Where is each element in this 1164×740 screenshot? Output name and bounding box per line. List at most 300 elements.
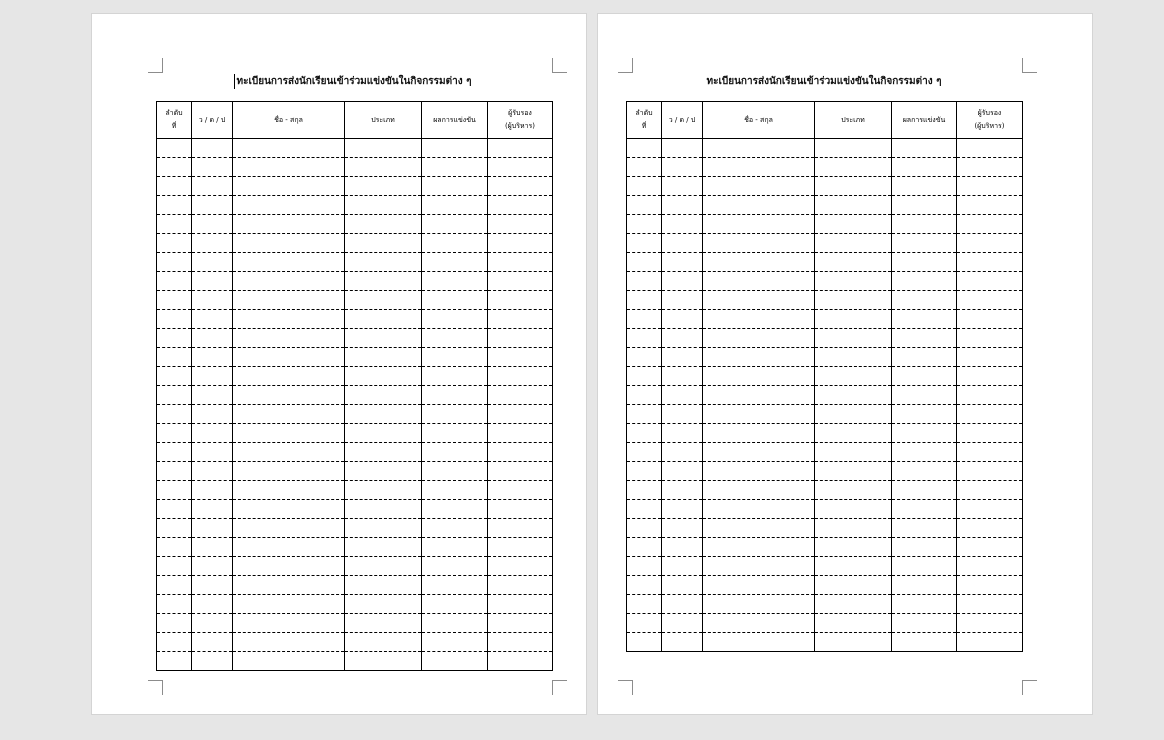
column-header-date[interactable] [662, 102, 703, 139]
table-cell[interactable] [957, 443, 1023, 462]
table-cell[interactable] [627, 139, 662, 158]
table-cell[interactable] [192, 614, 233, 633]
table-cell[interactable] [422, 215, 488, 234]
table-cell[interactable] [157, 652, 192, 671]
table-cell[interactable] [627, 405, 662, 424]
table-cell[interactable] [892, 481, 957, 500]
table-cell[interactable] [662, 405, 703, 424]
table-cell[interactable] [192, 348, 233, 367]
table-cell[interactable] [488, 519, 553, 538]
table-cell[interactable] [345, 481, 422, 500]
table-cell[interactable] [345, 424, 422, 443]
table-cell[interactable] [422, 481, 488, 500]
table-cell[interactable] [892, 633, 957, 652]
table-cell[interactable] [345, 519, 422, 538]
table-cell[interactable] [192, 462, 233, 481]
table-cell[interactable] [422, 652, 488, 671]
table-cell[interactable] [815, 405, 892, 424]
table-cell[interactable] [422, 462, 488, 481]
table-cell[interactable] [233, 405, 345, 424]
table-cell[interactable] [192, 158, 233, 177]
table-cell[interactable] [192, 595, 233, 614]
table-cell[interactable] [345, 443, 422, 462]
table-cell[interactable] [345, 291, 422, 310]
table-cell[interactable] [703, 177, 815, 196]
table-cell[interactable] [957, 519, 1023, 538]
table-cell[interactable] [627, 367, 662, 386]
table-cell[interactable] [233, 196, 345, 215]
table-cell[interactable] [192, 329, 233, 348]
table-cell[interactable] [662, 462, 703, 481]
table-cell[interactable] [345, 348, 422, 367]
column-header-certifier[interactable] [488, 102, 553, 139]
table-cell[interactable] [422, 196, 488, 215]
table-cell[interactable] [488, 215, 553, 234]
registration-table[interactable] [156, 101, 553, 671]
table-cell[interactable] [345, 253, 422, 272]
table-cell[interactable] [957, 481, 1023, 500]
table-cell[interactable] [157, 557, 192, 576]
table-cell[interactable] [957, 158, 1023, 177]
table-cell[interactable] [157, 253, 192, 272]
column-header-certifier[interactable] [957, 102, 1023, 139]
table-cell[interactable] [422, 614, 488, 633]
table-cell[interactable] [815, 386, 892, 405]
table-cell[interactable] [233, 519, 345, 538]
table-cell[interactable] [703, 633, 815, 652]
table-cell[interactable] [422, 177, 488, 196]
table-cell[interactable] [815, 519, 892, 538]
table-cell[interactable] [703, 595, 815, 614]
table-cell[interactable] [488, 538, 553, 557]
table-cell[interactable] [157, 462, 192, 481]
column-header-type[interactable] [815, 102, 892, 139]
table-cell[interactable] [957, 367, 1023, 386]
table-cell[interactable] [703, 272, 815, 291]
table-cell[interactable] [703, 519, 815, 538]
table-cell[interactable] [627, 329, 662, 348]
table-cell[interactable] [662, 538, 703, 557]
table-cell[interactable] [627, 291, 662, 310]
table-cell[interactable] [957, 405, 1023, 424]
table-cell[interactable] [488, 177, 553, 196]
table-cell[interactable] [157, 538, 192, 557]
table-cell[interactable] [345, 215, 422, 234]
table-cell[interactable] [157, 481, 192, 500]
table-cell[interactable] [703, 538, 815, 557]
table-cell[interactable] [662, 595, 703, 614]
table-cell[interactable] [157, 386, 192, 405]
table-cell[interactable] [815, 291, 892, 310]
table-cell[interactable] [662, 633, 703, 652]
table-cell[interactable] [662, 519, 703, 538]
table-cell[interactable] [662, 139, 703, 158]
table-cell[interactable] [422, 405, 488, 424]
table-cell[interactable] [157, 215, 192, 234]
table-cell[interactable] [627, 538, 662, 557]
table-cell[interactable] [157, 443, 192, 462]
column-header-result[interactable] [892, 102, 957, 139]
table-cell[interactable] [627, 348, 662, 367]
table-cell[interactable] [627, 595, 662, 614]
table-cell[interactable] [422, 424, 488, 443]
table-cell[interactable] [192, 196, 233, 215]
table-cell[interactable] [662, 367, 703, 386]
table-cell[interactable] [892, 291, 957, 310]
table-cell[interactable] [157, 500, 192, 519]
table-cell[interactable] [422, 443, 488, 462]
table-cell[interactable] [345, 158, 422, 177]
table-cell[interactable] [957, 424, 1023, 443]
column-header-order[interactable] [157, 102, 192, 139]
table-cell[interactable] [957, 595, 1023, 614]
table-cell[interactable] [233, 158, 345, 177]
table-cell[interactable] [345, 177, 422, 196]
table-cell[interactable] [627, 272, 662, 291]
table-cell[interactable] [627, 177, 662, 196]
table-cell[interactable] [488, 633, 553, 652]
table-cell[interactable] [815, 196, 892, 215]
table-cell[interactable] [233, 215, 345, 234]
table-cell[interactable] [345, 196, 422, 215]
table-cell[interactable] [192, 367, 233, 386]
table-cell[interactable] [488, 424, 553, 443]
table-cell[interactable] [345, 557, 422, 576]
table-cell[interactable] [233, 614, 345, 633]
table-cell[interactable] [703, 158, 815, 177]
table-cell[interactable] [815, 500, 892, 519]
table-cell[interactable] [703, 310, 815, 329]
table-cell[interactable] [192, 234, 233, 253]
table-cell[interactable] [703, 443, 815, 462]
table-cell[interactable] [422, 291, 488, 310]
table-cell[interactable] [627, 234, 662, 253]
table-cell[interactable] [488, 557, 553, 576]
table-cell[interactable] [233, 424, 345, 443]
table-cell[interactable] [488, 272, 553, 291]
table-cell[interactable] [488, 576, 553, 595]
table-cell[interactable] [157, 291, 192, 310]
table-cell[interactable] [157, 310, 192, 329]
table-cell[interactable] [345, 139, 422, 158]
table-cell[interactable] [345, 405, 422, 424]
table-cell[interactable] [345, 310, 422, 329]
table-cell[interactable] [192, 139, 233, 158]
table-cell[interactable] [662, 443, 703, 462]
table-cell[interactable] [627, 557, 662, 576]
table-cell[interactable] [422, 158, 488, 177]
table-cell[interactable] [233, 253, 345, 272]
table-cell[interactable] [345, 386, 422, 405]
table-cell[interactable] [627, 481, 662, 500]
table-cell[interactable] [627, 215, 662, 234]
table-cell[interactable] [957, 386, 1023, 405]
table-cell[interactable] [192, 310, 233, 329]
table-cell[interactable] [422, 538, 488, 557]
table-cell[interactable] [892, 424, 957, 443]
table-cell[interactable] [345, 329, 422, 348]
column-header-order[interactable] [627, 102, 662, 139]
table-cell[interactable] [488, 481, 553, 500]
table-cell[interactable] [815, 158, 892, 177]
table-cell[interactable] [703, 215, 815, 234]
table-cell[interactable] [815, 462, 892, 481]
column-header-date[interactable] [192, 102, 233, 139]
table-cell[interactable] [703, 576, 815, 595]
table-cell[interactable] [892, 576, 957, 595]
table-cell[interactable] [892, 310, 957, 329]
table-cell[interactable] [703, 291, 815, 310]
table-cell[interactable] [815, 614, 892, 633]
table-cell[interactable] [488, 291, 553, 310]
table-cell[interactable] [345, 272, 422, 291]
table-cell[interactable] [345, 652, 422, 671]
table-cell[interactable] [233, 177, 345, 196]
table-cell[interactable] [703, 253, 815, 272]
table-cell[interactable] [192, 405, 233, 424]
table-cell[interactable] [192, 215, 233, 234]
table-cell[interactable] [345, 576, 422, 595]
table-cell[interactable] [233, 576, 345, 595]
table-cell[interactable] [957, 329, 1023, 348]
table-cell[interactable] [192, 253, 233, 272]
table-cell[interactable] [345, 462, 422, 481]
table-cell[interactable] [627, 310, 662, 329]
table-cell[interactable] [422, 500, 488, 519]
table-cell[interactable] [892, 443, 957, 462]
table-cell[interactable] [157, 519, 192, 538]
table-cell[interactable] [345, 538, 422, 557]
table-cell[interactable] [957, 557, 1023, 576]
table-cell[interactable] [157, 614, 192, 633]
table-cell[interactable] [233, 462, 345, 481]
table-cell[interactable] [233, 234, 345, 253]
table-cell[interactable] [157, 329, 192, 348]
table-cell[interactable] [662, 329, 703, 348]
table-cell[interactable] [192, 424, 233, 443]
column-header-result[interactable] [422, 102, 488, 139]
table-cell[interactable] [233, 291, 345, 310]
table-cell[interactable] [892, 462, 957, 481]
table-cell[interactable] [488, 139, 553, 158]
column-header-type[interactable] [345, 102, 422, 139]
table-cell[interactable] [892, 139, 957, 158]
table-cell[interactable] [703, 462, 815, 481]
table-cell[interactable] [957, 348, 1023, 367]
table-cell[interactable] [815, 557, 892, 576]
table-cell[interactable] [703, 424, 815, 443]
table-cell[interactable] [422, 519, 488, 538]
table-cell[interactable] [957, 139, 1023, 158]
table-cell[interactable] [703, 139, 815, 158]
table-cell[interactable] [627, 614, 662, 633]
table-cell[interactable] [192, 633, 233, 652]
table-cell[interactable] [815, 177, 892, 196]
table-cell[interactable] [957, 215, 1023, 234]
table-cell[interactable] [892, 215, 957, 234]
table-cell[interactable] [662, 177, 703, 196]
table-cell[interactable] [345, 500, 422, 519]
table-cell[interactable] [892, 405, 957, 424]
table-cell[interactable] [422, 576, 488, 595]
table-cell[interactable] [422, 595, 488, 614]
table-cell[interactable] [892, 253, 957, 272]
table-cell[interactable] [422, 367, 488, 386]
table-cell[interactable] [892, 367, 957, 386]
table-cell[interactable] [957, 500, 1023, 519]
table-cell[interactable] [815, 481, 892, 500]
table-cell[interactable] [233, 633, 345, 652]
table-cell[interactable] [892, 272, 957, 291]
table-cell[interactable] [192, 177, 233, 196]
table-cell[interactable] [233, 652, 345, 671]
table-cell[interactable] [488, 310, 553, 329]
table-cell[interactable] [957, 291, 1023, 310]
table-cell[interactable] [815, 253, 892, 272]
table-cell[interactable] [422, 253, 488, 272]
table-cell[interactable] [815, 234, 892, 253]
table-cell[interactable] [892, 348, 957, 367]
table-cell[interactable] [703, 348, 815, 367]
table-cell[interactable] [815, 139, 892, 158]
table-cell[interactable] [192, 652, 233, 671]
table-cell[interactable] [662, 424, 703, 443]
table-cell[interactable] [233, 348, 345, 367]
table-cell[interactable] [627, 462, 662, 481]
table-cell[interactable] [627, 386, 662, 405]
table-cell[interactable] [957, 196, 1023, 215]
table-cell[interactable] [233, 500, 345, 519]
table-cell[interactable] [815, 310, 892, 329]
table-cell[interactable] [233, 443, 345, 462]
table-cell[interactable] [488, 500, 553, 519]
table-cell[interactable] [157, 576, 192, 595]
table-cell[interactable] [192, 538, 233, 557]
table-cell[interactable] [957, 538, 1023, 557]
table-cell[interactable] [233, 310, 345, 329]
table-cell[interactable] [233, 481, 345, 500]
table-cell[interactable] [488, 652, 553, 671]
table-cell[interactable] [233, 139, 345, 158]
column-header-name[interactable] [233, 102, 345, 139]
table-cell[interactable] [192, 500, 233, 519]
table-cell[interactable] [488, 367, 553, 386]
table-cell[interactable] [422, 139, 488, 158]
table-cell[interactable] [662, 481, 703, 500]
table-cell[interactable] [627, 633, 662, 652]
table-cell[interactable] [627, 576, 662, 595]
table-cell[interactable] [422, 557, 488, 576]
table-cell[interactable] [627, 519, 662, 538]
table-cell[interactable] [957, 177, 1023, 196]
table-cell[interactable] [488, 443, 553, 462]
table-cell[interactable] [892, 500, 957, 519]
table-cell[interactable] [627, 253, 662, 272]
table-cell[interactable] [662, 196, 703, 215]
table-cell[interactable] [345, 614, 422, 633]
table-cell[interactable] [233, 272, 345, 291]
table-cell[interactable] [157, 405, 192, 424]
table-cell[interactable] [233, 595, 345, 614]
table-cell[interactable] [345, 595, 422, 614]
table-cell[interactable] [488, 329, 553, 348]
table-cell[interactable] [662, 272, 703, 291]
document-title[interactable]: ทะเบียนการส่งนักเรียนเข้าร่วมแข่งขันในกิจกรรมต่าง ๆ [236, 76, 472, 87]
table-cell[interactable] [422, 272, 488, 291]
table-cell[interactable] [892, 158, 957, 177]
table-cell[interactable] [703, 367, 815, 386]
table-cell[interactable] [815, 367, 892, 386]
table-cell[interactable] [157, 633, 192, 652]
table-cell[interactable] [488, 614, 553, 633]
registration-table[interactable] [626, 101, 1023, 652]
table-cell[interactable] [157, 348, 192, 367]
table-cell[interactable] [957, 253, 1023, 272]
table-cell[interactable] [422, 633, 488, 652]
table-cell[interactable] [892, 329, 957, 348]
table-cell[interactable] [703, 614, 815, 633]
table-cell[interactable] [662, 215, 703, 234]
table-cell[interactable] [157, 177, 192, 196]
table-cell[interactable] [662, 158, 703, 177]
table-cell[interactable] [892, 519, 957, 538]
table-cell[interactable] [957, 272, 1023, 291]
table-cell[interactable] [488, 386, 553, 405]
table-cell[interactable] [815, 595, 892, 614]
table-cell[interactable] [192, 481, 233, 500]
table-cell[interactable] [157, 424, 192, 443]
table-cell[interactable] [233, 557, 345, 576]
table-cell[interactable] [662, 291, 703, 310]
table-cell[interactable] [345, 234, 422, 253]
table-cell[interactable] [957, 633, 1023, 652]
table-cell[interactable] [662, 557, 703, 576]
table-cell[interactable] [892, 234, 957, 253]
table-cell[interactable] [815, 424, 892, 443]
table-cell[interactable] [157, 272, 192, 291]
table-cell[interactable] [192, 519, 233, 538]
table-cell[interactable] [422, 386, 488, 405]
table-cell[interactable] [892, 614, 957, 633]
table-cell[interactable] [422, 348, 488, 367]
table-cell[interactable] [488, 158, 553, 177]
table-cell[interactable] [627, 424, 662, 443]
table-cell[interactable] [662, 310, 703, 329]
table-cell[interactable] [488, 234, 553, 253]
table-cell[interactable] [192, 576, 233, 595]
table-cell[interactable] [957, 576, 1023, 595]
table-cell[interactable] [662, 348, 703, 367]
table-cell[interactable] [815, 348, 892, 367]
table-cell[interactable] [488, 595, 553, 614]
table-cell[interactable] [627, 500, 662, 519]
table-cell[interactable] [662, 614, 703, 633]
table-cell[interactable] [488, 196, 553, 215]
table-cell[interactable] [662, 500, 703, 519]
table-cell[interactable] [157, 139, 192, 158]
table-cell[interactable] [815, 215, 892, 234]
table-cell[interactable] [892, 538, 957, 557]
table-cell[interactable] [957, 462, 1023, 481]
table-cell[interactable] [815, 576, 892, 595]
column-header-name[interactable] [703, 102, 815, 139]
table-cell[interactable] [157, 158, 192, 177]
table-cell[interactable] [233, 386, 345, 405]
table-cell[interactable] [192, 291, 233, 310]
table-cell[interactable] [703, 557, 815, 576]
table-cell[interactable] [703, 386, 815, 405]
table-cell[interactable] [345, 367, 422, 386]
